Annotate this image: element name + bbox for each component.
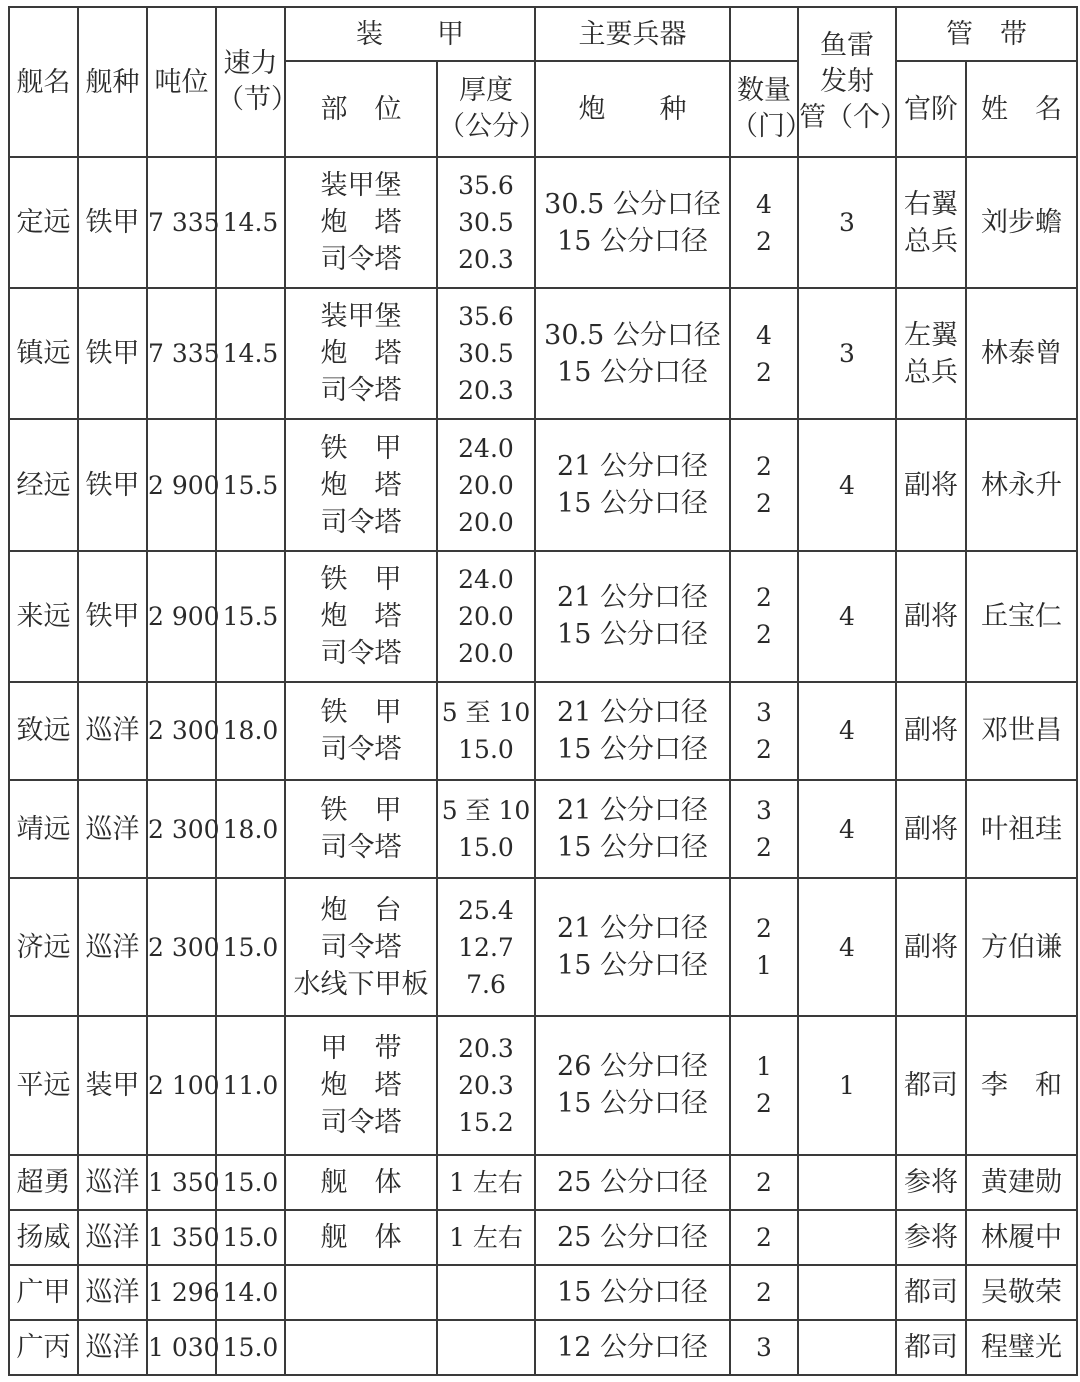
ship-name-cell: 广丙	[9, 1320, 78, 1375]
ship-name-cell: 来远	[9, 551, 78, 682]
armor-thickness-cell-line: 20.3	[458, 1070, 514, 1100]
armor-part-cell	[285, 551, 437, 682]
header-weapons: 主要兵器	[535, 7, 730, 61]
armor-part-cell-line: 司令塔	[320, 637, 402, 669]
header-gun-type: 炮 种	[535, 61, 730, 157]
commander-name-cell: 李 和	[966, 1016, 1077, 1154]
header-ship-type: 舰种	[78, 7, 147, 157]
commander-name-cell: 林永升	[966, 419, 1077, 550]
speed-cell: 14.5	[216, 157, 285, 288]
rank-cell	[896, 1016, 966, 1154]
armor-thickness-cell-line: 20.3	[458, 376, 514, 406]
armor-part-cell-line: 舰 体	[320, 1166, 402, 1198]
rank-cell-line: 总兵	[904, 356, 958, 388]
gun-type-cell-line: 15 公分口径	[557, 225, 708, 257]
rank-cell-line: 副将	[904, 715, 958, 747]
gun-count-cell	[730, 1320, 798, 1375]
rank-cell	[896, 1320, 966, 1375]
armor-thickness-cell-line: 20.3	[458, 245, 514, 275]
armor-thickness-cell	[437, 682, 535, 780]
header-armor-part: 部 位	[285, 61, 437, 157]
rank-cell-line: 副将	[904, 813, 958, 845]
speed-cell: 15.5	[216, 551, 285, 682]
commander-name-cell: 邓世昌	[966, 682, 1077, 780]
header-gun-count	[730, 61, 812, 157]
ship-type-cell: 装甲	[78, 1016, 147, 1154]
gun-count-cell-line: 2	[756, 1167, 772, 1197]
gun-count-cell-line: 2	[756, 452, 772, 481]
header-commander: 管 带	[896, 7, 1077, 61]
gun-type-cell	[535, 1155, 730, 1210]
table-row	[9, 157, 1077, 288]
commander-name-cell: 刘步蟾	[966, 157, 1077, 288]
armor-part-cell-line: 铁 甲	[320, 696, 402, 728]
tonnage-cell: 2 300	[147, 780, 216, 878]
tonnage-cell: 1 296	[147, 1265, 216, 1320]
ship-name-cell: 平远	[9, 1016, 78, 1154]
torpedo-cell: 3	[798, 157, 896, 288]
header-thickness-line-1: 厚度	[459, 75, 513, 106]
rank-cell	[896, 1265, 966, 1320]
armor-thickness-cell-line: 20.0	[458, 507, 514, 537]
header-torpedo-line-2: 发射	[820, 66, 874, 97]
armor-part-cell-line: 甲 带	[320, 1032, 402, 1064]
armor-part-cell-line: 铁 甲	[320, 795, 402, 827]
rank-cell	[896, 288, 966, 419]
armor-part-cell	[285, 1210, 437, 1265]
table-row	[9, 1016, 1077, 1154]
ship-type-cell: 巡洋	[78, 1155, 147, 1210]
armor-part-cell	[285, 1320, 437, 1375]
gun-type-cell-line: 21 公分口径	[557, 795, 708, 827]
speed-cell: 14.0	[216, 1265, 285, 1320]
ship-name-cell: 广甲	[9, 1265, 78, 1320]
armor-part-cell-line: 司令塔	[320, 506, 402, 538]
armor-thickness-cell-line: 25.4	[458, 895, 514, 925]
header-blank	[730, 7, 798, 61]
rank-cell	[896, 1210, 966, 1265]
torpedo-cell: 3	[798, 288, 896, 419]
table-row	[9, 288, 1077, 419]
armor-part-cell-line: 水线下甲板	[293, 968, 429, 1000]
rank-cell	[896, 551, 966, 682]
gun-count-cell	[730, 419, 798, 550]
armor-thickness-cell-line: 20.0	[458, 470, 514, 500]
speed-cell: 15.0	[216, 1210, 285, 1265]
armor-part-cell-line: 司令塔	[320, 931, 402, 963]
armor-part-cell-line: 司令塔	[320, 244, 402, 276]
speed-cell: 15.5	[216, 419, 285, 550]
armor-part-cell-line: 炮 塔	[320, 469, 402, 501]
armor-thickness-cell	[437, 878, 535, 1016]
rank-cell-line: 副将	[904, 600, 958, 632]
gun-count-cell-line: 4	[756, 320, 772, 350]
torpedo-cell	[798, 1265, 896, 1320]
gun-count-cell	[730, 157, 798, 288]
commander-name-cell: 方伯谦	[966, 878, 1077, 1016]
armor-thickness-cell	[437, 1016, 535, 1154]
table-row	[9, 1265, 1077, 1320]
torpedo-cell: 4	[798, 419, 896, 550]
rank-cell	[896, 1155, 966, 1210]
gun-count-cell-line: 2	[756, 734, 772, 764]
torpedo-cell: 1	[798, 1016, 896, 1154]
armor-part-cell-line: 舰 体	[320, 1221, 402, 1253]
armor-part-cell-line: 炮 塔	[320, 600, 402, 632]
tonnage-cell: 2 300	[147, 682, 216, 780]
armor-part-cell-line: 司令塔	[320, 375, 402, 407]
gun-type-cell-line: 26 公分口径	[557, 1051, 708, 1083]
speed-cell: 15.0	[216, 878, 285, 1016]
gun-type-cell-line: 15 公分口径	[557, 619, 708, 651]
gun-type-cell-line: 15 公分口径	[557, 1088, 708, 1120]
ship-type-cell: 巡洋	[78, 878, 147, 1016]
header-torpedo-line-3: 管（个）	[799, 102, 907, 133]
table-row	[9, 682, 1077, 780]
speed-cell: 15.0	[216, 1155, 285, 1210]
tonnage-cell: 2 300	[147, 878, 216, 1016]
armor-part-cell	[285, 682, 437, 780]
rank-cell-line: 副将	[904, 931, 958, 963]
gun-type-cell-line: 15 公分口径	[557, 950, 708, 982]
ship-type-cell: 巡洋	[78, 1265, 147, 1320]
torpedo-cell	[798, 1210, 896, 1265]
gun-count-cell-line: 2	[756, 489, 772, 518]
armor-thickness-cell-line: 7.6	[466, 969, 506, 999]
armor-part-cell-line: 铁 甲	[320, 563, 402, 595]
gun-count-cell-line: 2	[756, 583, 772, 613]
armor-part-cell	[285, 288, 437, 419]
header-armor-thickness	[437, 61, 546, 157]
tonnage-cell: 1 350	[147, 1210, 216, 1265]
torpedo-cell	[798, 1320, 896, 1375]
gun-count-cell-line: 2	[756, 620, 772, 650]
tonnage-cell: 1 350	[147, 1155, 216, 1210]
speed-cell: 14.5	[216, 288, 285, 419]
rank-cell-line: 右翼	[904, 188, 958, 220]
rank-cell-line: 副将	[904, 469, 958, 501]
gun-count-cell	[730, 780, 798, 878]
table-row	[9, 1320, 1077, 1375]
armor-thickness-cell-line: 35.6	[458, 302, 514, 332]
armor-thickness-cell	[437, 1155, 535, 1210]
armor-thickness-cell-line: 5 至 10	[441, 796, 531, 826]
armor-part-cell-line: 司令塔	[320, 1106, 402, 1138]
gun-type-cell-line: 12 公分口径	[557, 1331, 708, 1363]
gun-type-cell-line: 30.5 公分口径	[544, 319, 721, 351]
torpedo-cell: 4	[798, 780, 896, 878]
gun-type-cell-line: 15 公分口径	[557, 1276, 708, 1308]
armor-thickness-cell-line: 1 左右	[449, 1167, 523, 1197]
header-speed-line-1: 速力	[223, 48, 278, 79]
ship-type-cell: 铁甲	[78, 157, 147, 288]
rank-cell-line: 左翼	[904, 319, 958, 351]
ship-type-cell: 铁甲	[78, 419, 147, 550]
table-row	[9, 878, 1077, 1016]
header-speed-line-2: （节）	[217, 84, 298, 115]
ship-name-cell: 定远	[9, 157, 78, 288]
speed-cell: 18.0	[216, 780, 285, 878]
gun-count-cell-line: 3	[756, 796, 772, 826]
armor-thickness-cell-line: 20.0	[458, 638, 514, 668]
header-count-line-2: （门）	[731, 111, 812, 142]
table-row	[9, 1210, 1077, 1265]
commander-name-cell: 叶祖珪	[966, 780, 1077, 878]
gun-count-cell-line: 2	[756, 833, 772, 863]
commander-name-cell: 吴敬荣	[966, 1265, 1077, 1320]
ship-type-cell: 铁甲	[78, 288, 147, 419]
armor-thickness-cell-line: 24.0	[458, 433, 514, 463]
rank-cell-line: 参将	[904, 1221, 958, 1253]
gun-count-cell	[730, 682, 798, 780]
commander-name-cell: 林泰曾	[966, 288, 1077, 419]
gun-type-cell	[535, 1265, 730, 1320]
tonnage-cell: 7 335	[147, 288, 216, 419]
armor-thickness-cell-line: 24.0	[458, 564, 514, 594]
gun-count-cell-line: 2	[756, 226, 772, 256]
gun-type-cell-line: 21 公分口径	[557, 451, 708, 482]
ship-name-cell: 超勇	[9, 1155, 78, 1210]
armor-thickness-cell-line: 15.0	[458, 833, 514, 863]
gun-count-cell-line: 1	[756, 951, 772, 981]
speed-cell: 11.0	[216, 1016, 285, 1154]
armor-thickness-cell-line: 20.0	[458, 601, 514, 631]
armor-thickness-cell	[437, 1265, 535, 1320]
rank-cell-line: 都司	[904, 1069, 958, 1101]
table-body	[9, 157, 1077, 1375]
torpedo-cell: 4	[798, 878, 896, 1016]
armor-part-cell-line: 司令塔	[320, 832, 402, 864]
ship-type-cell: 巡洋	[78, 682, 147, 780]
header-speed	[216, 7, 298, 157]
armor-thickness-cell-line: 30.5	[458, 339, 514, 369]
tonnage-cell: 2 900	[147, 419, 216, 550]
tonnage-cell: 7 335	[147, 157, 216, 288]
rank-cell	[896, 878, 966, 1016]
gun-count-cell-line: 2	[756, 1089, 772, 1119]
header-torpedo	[798, 7, 907, 157]
armor-thickness-cell	[437, 551, 535, 682]
gun-type-cell	[535, 1210, 730, 1265]
gun-count-cell	[730, 1016, 798, 1154]
gun-count-cell	[730, 1265, 798, 1320]
gun-count-cell	[730, 1210, 798, 1265]
gun-type-cell	[535, 157, 730, 288]
gun-type-cell	[535, 288, 730, 419]
ship-name-cell: 靖远	[9, 780, 78, 878]
gun-type-cell-line: 15 公分口径	[557, 733, 708, 765]
gun-count-cell-line: 3	[756, 697, 772, 727]
armor-thickness-cell-line: 1 左右	[449, 1222, 523, 1252]
header-thickness-line-2: （公分）	[438, 111, 546, 142]
rank-cell	[896, 780, 966, 878]
gun-type-cell-line: 21 公分口径	[557, 696, 708, 728]
gun-type-cell-line: 21 公分口径	[557, 582, 708, 614]
ship-type-cell: 巡洋	[78, 780, 147, 878]
ship-name-cell: 致远	[9, 682, 78, 780]
gun-count-cell-line: 1	[756, 1052, 772, 1082]
gun-type-cell	[535, 1016, 730, 1154]
gun-type-cell	[535, 419, 730, 550]
tonnage-cell: 1 030	[147, 1320, 216, 1375]
gun-type-cell	[535, 780, 730, 878]
commander-name-cell: 程璧光	[966, 1320, 1077, 1375]
header-armor: 装 甲	[285, 7, 535, 61]
speed-cell: 15.0	[216, 1320, 285, 1375]
ship-type-cell: 巡洋	[78, 1210, 147, 1265]
table-row	[9, 551, 1077, 682]
speed-cell: 18.0	[216, 682, 285, 780]
armor-part-cell-line: 炮 塔	[320, 207, 402, 239]
armor-thickness-cell-line: 12.7	[458, 932, 514, 962]
ship-name-cell: 济远	[9, 878, 78, 1016]
armor-part-cell-line: 装甲堡	[320, 170, 402, 202]
rank-cell-line: 都司	[904, 1331, 958, 1363]
armor-part-cell-line: 铁 甲	[320, 432, 402, 464]
armor-thickness-cell-line: 5 至 10	[441, 697, 531, 727]
gun-type-cell-line: 21 公分口径	[557, 913, 708, 945]
armor-thickness-cell-line: 15.2	[458, 1107, 514, 1137]
header-torpedo-line-1: 鱼雷	[820, 30, 874, 61]
gun-count-cell-line: 3	[756, 1332, 772, 1362]
fleet-table	[8, 6, 1078, 1376]
commander-name-cell: 丘宝仁	[966, 551, 1077, 682]
header-count-line-1: 数量	[737, 75, 791, 106]
gun-type-cell	[535, 878, 730, 1016]
armor-part-cell-line: 炮 塔	[320, 338, 402, 370]
armor-thickness-cell-line: 15.0	[458, 734, 514, 764]
commander-name-cell: 林履中	[966, 1210, 1077, 1265]
tonnage-cell: 2 100	[147, 1016, 216, 1154]
torpedo-cell	[798, 1155, 896, 1210]
armor-thickness-cell	[437, 419, 535, 550]
armor-part-cell	[285, 419, 437, 550]
gun-type-cell-line: 25 公分口径	[557, 1221, 708, 1253]
armor-part-cell	[285, 1265, 437, 1320]
gun-count-cell	[730, 551, 798, 682]
gun-count-cell-line: 2	[756, 1222, 772, 1252]
ship-type-cell: 巡洋	[78, 1320, 147, 1375]
armor-thickness-cell	[437, 1210, 535, 1265]
armor-thickness-cell-line: 20.3	[458, 1033, 514, 1063]
armor-part-cell	[285, 1155, 437, 1210]
armor-part-cell	[285, 1016, 437, 1154]
ship-name-cell: 扬威	[9, 1210, 78, 1265]
tonnage-cell: 2 900	[147, 551, 216, 682]
rank-cell-line: 总兵	[904, 225, 958, 257]
gun-count-cell	[730, 1155, 798, 1210]
armor-thickness-cell	[437, 780, 535, 878]
commander-name-cell: 黄建勋	[966, 1155, 1077, 1210]
gun-count-cell	[730, 878, 798, 1016]
gun-type-cell-line: 30.5 公分口径	[544, 188, 721, 220]
torpedo-cell: 4	[798, 682, 896, 780]
table-row	[9, 1155, 1077, 1210]
gun-type-cell	[535, 1320, 730, 1375]
header-person-name: 姓 名	[966, 61, 1077, 157]
gun-count-cell-line: 2	[756, 357, 772, 387]
gun-type-cell-line: 15 公分口径	[557, 356, 708, 388]
armor-thickness-cell-line: 35.6	[458, 171, 514, 201]
armor-part-cell-line: 炮 塔	[320, 1069, 402, 1101]
header-rank: 官阶	[896, 61, 966, 157]
armor-thickness-cell	[437, 157, 535, 288]
ship-name-cell: 经远	[9, 419, 78, 550]
table-row	[9, 419, 1077, 550]
ship-type-cell: 铁甲	[78, 551, 147, 682]
gun-type-cell	[535, 682, 730, 780]
gun-type-cell-line: 25 公分口径	[557, 1166, 708, 1198]
armor-part-cell	[285, 780, 437, 878]
rank-cell-line: 参将	[904, 1166, 958, 1198]
gun-count-cell-line: 4	[756, 189, 772, 219]
gun-type-cell	[535, 551, 730, 682]
torpedo-cell: 4	[798, 551, 896, 682]
rank-cell-line: 都司	[904, 1276, 958, 1308]
gun-count-cell-line: 2	[756, 1277, 772, 1307]
rank-cell	[896, 682, 966, 780]
armor-part-cell-line: 炮 台	[320, 894, 402, 926]
rank-cell	[896, 157, 966, 288]
armor-part-cell-line: 装甲堡	[320, 301, 402, 333]
rank-cell	[896, 419, 966, 550]
armor-part-cell	[285, 878, 437, 1016]
armor-thickness-cell-line: 30.5	[458, 208, 514, 238]
ship-name-cell: 镇远	[9, 288, 78, 419]
gun-type-cell-line: 15 公分口径	[557, 832, 708, 864]
armor-part-cell-line: 司令塔	[320, 733, 402, 765]
header-ship-name: 舰名	[9, 7, 78, 157]
armor-thickness-cell	[437, 288, 535, 419]
gun-count-cell-line: 2	[756, 914, 772, 944]
gun-count-cell	[730, 288, 798, 419]
armor-thickness-cell	[437, 1320, 535, 1375]
armor-part-cell	[285, 157, 437, 288]
gun-type-cell-line: 15 公分口径	[557, 488, 708, 519]
header-tonnage: 吨位	[147, 7, 216, 157]
table-row	[9, 780, 1077, 878]
